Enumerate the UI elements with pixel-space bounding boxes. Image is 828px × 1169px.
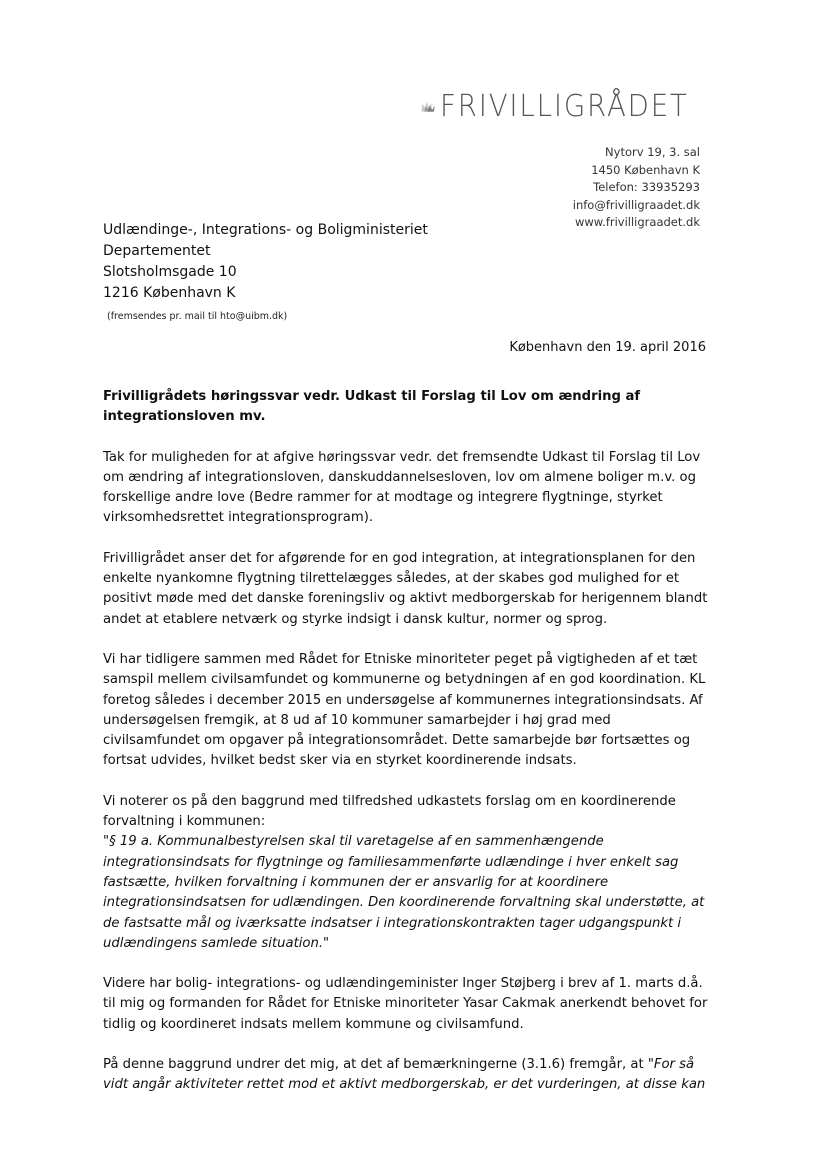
sender-website: www.frivilligraadet.dk xyxy=(575,215,700,229)
frivilligraadet-logo xyxy=(420,86,710,126)
paragraph-4-intro: Vi noterer os på den baggrund med tilfredshed udkastets forslag om en koordinerende forvaltning i kommunen: xyxy=(103,793,676,830)
send-note: (fremsendes pr. mail til hto@uibm.dk) xyxy=(107,311,288,322)
paragraph-6 xyxy=(103,1055,708,1096)
law-quote: "§ 19 a. Kommunalbestyrelsen skal til varetagelse af en sammenhængende integrationsindsats for flygtninge og familiesammenførte udlændinge i hver enkelt sag fastsætte, hvilken forvaltning i kommunen der er ansvarlig for at koordinere integrationsindsatsen for udlændingen. Den koordinerende forvaltning skal understøtte, at de fastsatte mål og iværksatte indsatser i integrationskontrakten tager udgangspunkt i udlændingens samlede situation." xyxy=(103,834,705,951)
recipient-city: 1216 København K xyxy=(103,285,236,301)
sender-street: Nytorv 19, 3. sal xyxy=(605,145,700,159)
remarks-quote: "For så vidt angår aktiviteter rettet mod et aktivt medborgerskab, er det vurderingen, at disse kan xyxy=(103,1057,706,1093)
crown-logo-icon xyxy=(420,89,436,123)
logo-wordmark: FRIVILLIGRÅDET xyxy=(439,88,689,124)
sender-city: 1450 København K xyxy=(591,162,700,177)
paragraph-1: Tak for muligheden for at afgive høringssvar vedr. det fremsendte Udkast til Forslag til Lov om ændring af integrationsloven, danskuddannelsesloven, lov om almene boliger m.v. og forskellige andre love (Bedre rammer for at modtage og integrere flygtninge, styrket virksomhedsrettet integrationsprogram). xyxy=(103,449,701,526)
recipient-street: Slotsholmsgade 10 xyxy=(103,264,237,280)
paragraph-3: Vi har tidligere sammen med Rådet for Etniske minoriteter peget på vigtigheden af et tæt samspil mellem civilsamfundet og kommunerne og betydningen af en god koordination. KL foretog således i december 2015 en undersøgelse af kommunernes integrationsindsats. Af undersøgelsen fremgik, at 8 ud af 10 kommuner samarbejder i høj grad med civilsamfundet om opgaver på integrationsområdet. Dette samarbejde bør fortsættes og fortsat udvides, hvilket bedst sker via en styrket koordinerende indsats. xyxy=(103,651,706,769)
letter-heading: Frivilligrådets høringssvar vedr. Udkast til Forslag til Lov om ændring af integrationsloven mv. xyxy=(103,389,641,425)
letter-date: København den 19. april 2016 xyxy=(509,340,706,355)
paragraph-6-intro: På denne baggrund undrer det mig, at det af bemærkningerne (3.1.6) fremgår, at xyxy=(103,1057,648,1073)
letter-body xyxy=(103,387,708,1116)
sender-address xyxy=(573,144,700,232)
paragraph-4 xyxy=(103,792,708,954)
recipient-address xyxy=(103,220,428,304)
recipient-department: Departementet xyxy=(103,243,211,259)
recipient-ministry: Udlændinge-, Integrations- og Boligministeriet xyxy=(103,222,428,238)
paragraph-5: Videre har bolig- integrations- og udlændingeminister Inger Støjberg i brev af 1. marts d.å. til mig og formanden for Rådet for Etniske minoriteter Yasar Cakmak anerkendt behovet for tidlig og koordineret indsats mellem kommune og civilsamfund. xyxy=(103,976,708,1032)
paragraph-2: Frivilligrådet anser det for afgørende for en god integration, at integrationsplanen for den enkelte nyankomne flygtning tilrettelægges således, at der skabes god mulighed for et positivt møde med det danske foreningsliv og aktivt medborgerskab for herigennem blandt andet at etablere netværk og styrke indsigt i dansk kultur, normer og sprog. xyxy=(103,550,708,627)
sender-phone: Telefon: 33935293 xyxy=(593,180,700,194)
sender-email: info@frivilligraadet.dk xyxy=(572,197,700,212)
